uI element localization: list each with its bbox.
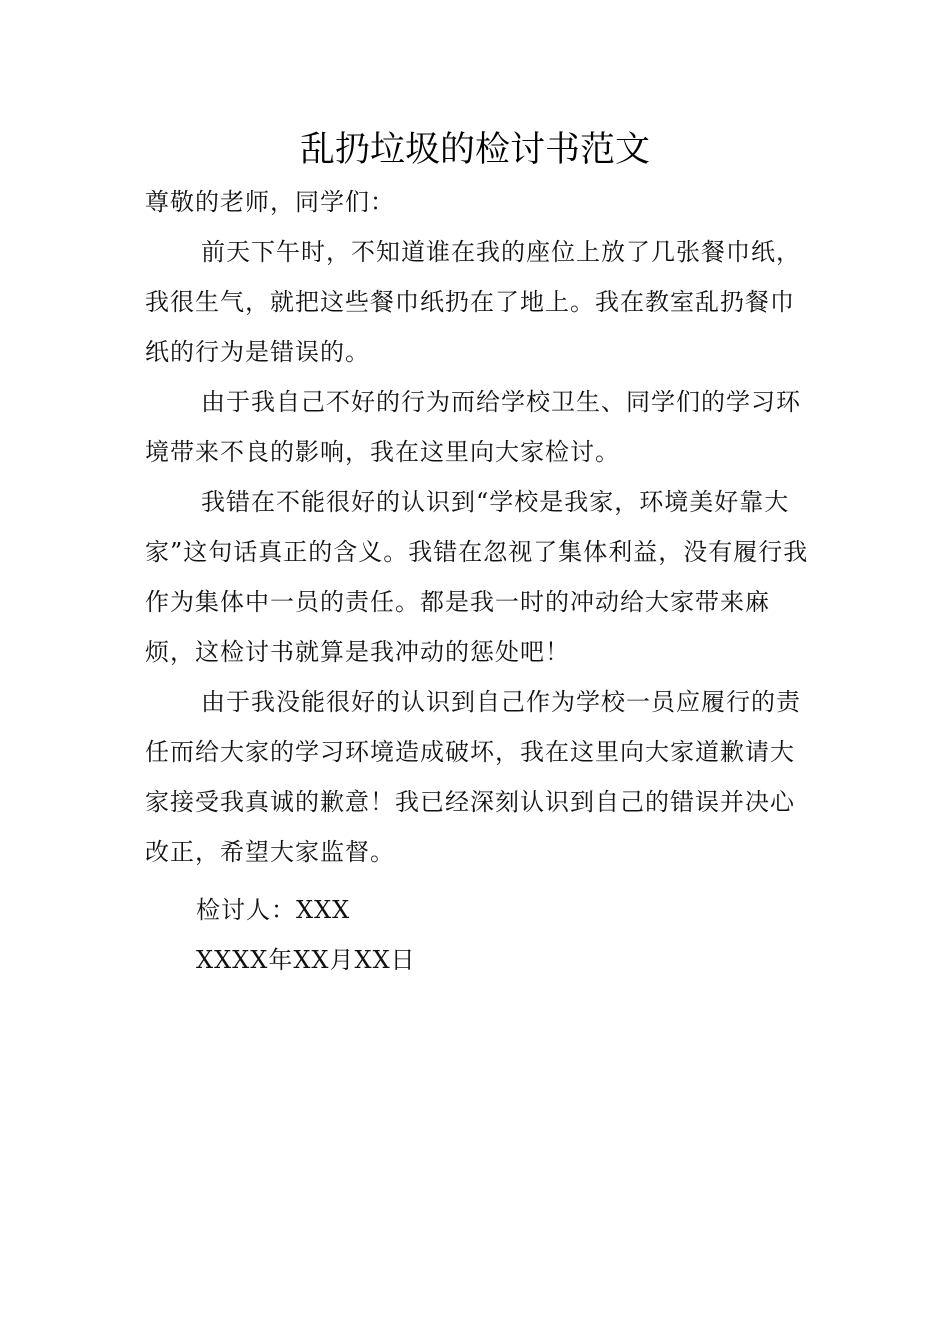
document-title: 乱扔垃圾的检讨书范文 — [299, 130, 650, 170]
paragraph-4: 由于我没能很好的认识到自己作为学校一员应履行的责任而给大家的学习环境造成破坏，我在这里向大家道歉请大家接受我真诚的歉意！我已经深刻认识到自己的错误并决心改正，希望大家监督。 — [145, 688, 801, 866]
paragraph-2: 由于我自己不好的行为而给学校卫生、同学们的学习环境带来不良的影响，我在这里向大家检讨。 — [145, 388, 801, 466]
paragraph-3: 我错在不能很好的认识到“学校是我家，环境美好靠大家”这句话真正的含义。我错在忽视了集体利益，没有履行我作为集体中一员的责任。都是我一时的冲动给大家带来麻烦，这检讨书就算是我冲动的惩处吧！ — [145, 488, 809, 666]
document-body — [145, 177, 817, 985]
paragraph-1: 前天下午时，不知道谁在我的座位上放了几张餐巾纸，我很生气，就把这些餐巾纸扔在了地上。我在教室乱扔餐巾纸的行为是错误的。 — [145, 238, 801, 366]
salutation: 尊敬的老师，同学们： — [145, 188, 395, 216]
signature-line: 检讨人：XXX — [196, 896, 351, 924]
date-line: XXXX年XX月XX日 — [196, 946, 416, 974]
